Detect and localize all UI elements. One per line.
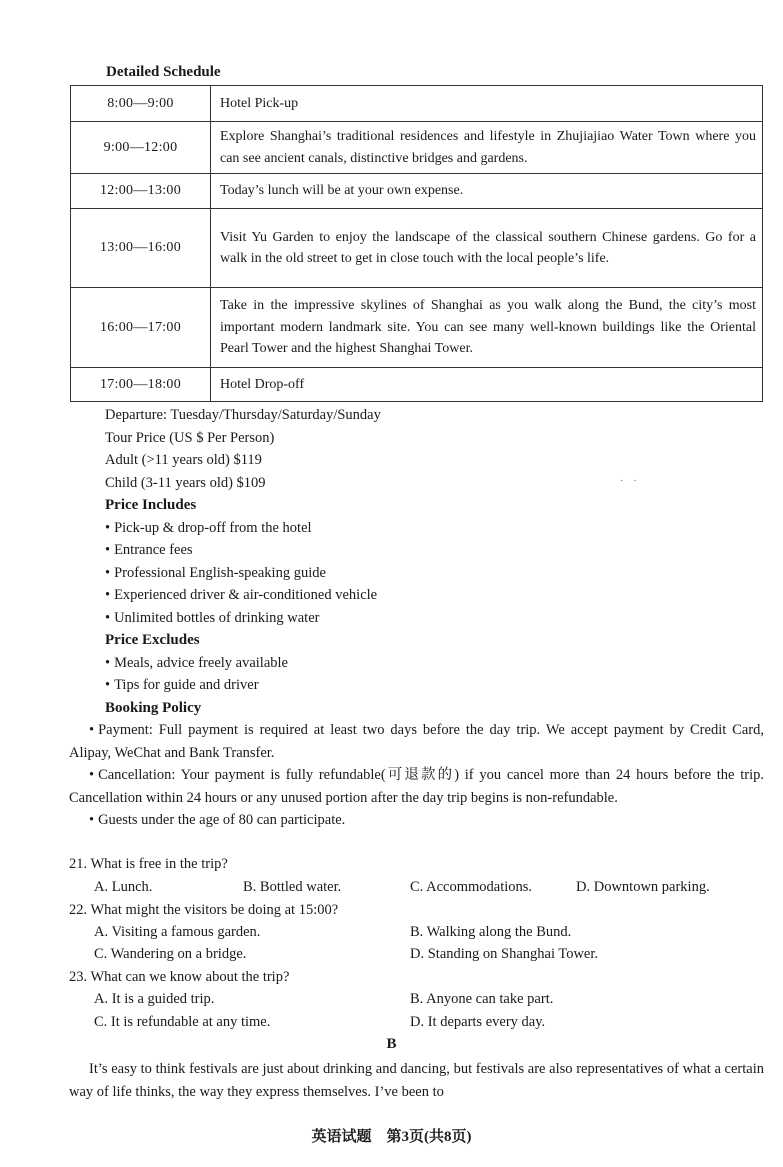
list-item: • Pick-up & drop-off from the hotel [105, 517, 705, 540]
option-23b: B. Anyone can take part. [410, 991, 554, 1007]
option-21a: A. Lunch. [94, 879, 153, 895]
activity-cell: Take in the impressive skylines of Shanghai as you walk along the Bund, the city’s most important modern landmark site. You can see many well-known buildings like the Oriental Pearl Tower and the highest Shanghai Tower. [211, 288, 763, 368]
list-item: • Tips for guide and driver [105, 674, 705, 697]
time-cell: 8:00—9:00 [71, 86, 211, 122]
booking-policy [69, 719, 764, 832]
price-excludes-title: Price Excludes [105, 632, 200, 648]
booking-policy-title: Booking Policy [105, 699, 202, 716]
option-22b: B. Walking along the Bund. [410, 924, 572, 940]
activity-cell: Hotel Pick-up [211, 86, 763, 122]
time-cell: 16:00—17:00 [71, 288, 211, 368]
guest-policy: • Guests under the age of 80 can participate. [69, 809, 764, 832]
table-row [71, 288, 763, 368]
list-item: • Meals, advice freely available [105, 652, 705, 675]
table-row [71, 209, 763, 288]
activity-cell: Explore Shanghai’s traditional residences and lifestyle in Zhujiajiao Water Town where you can see ancient canals, distinctive bridges and gardens. [211, 122, 763, 174]
departure-days: Departure: Tuesday/Thursday/Saturday/Sunday [105, 407, 381, 423]
option-23c: C. It is refundable at any time. [94, 1014, 271, 1030]
time-cell: 9:00—12:00 [71, 122, 211, 174]
option-22c: C. Wandering on a bridge. [94, 946, 247, 962]
list-item: • Unlimited bottles of drinking water [105, 607, 705, 630]
list-item: • Entrance fees [105, 539, 705, 562]
option-21c: C. Accommodations. [410, 879, 533, 895]
time-cell: 17:00—18:00 [71, 368, 211, 402]
schedule-title: Detailed Schedule [106, 64, 221, 80]
section-b-paragraph: It’s easy to think festivals are just about drinking and dancing, but festivals are also representatives of what a certain way of life thinks, the way they express themselves. I’ve been to [69, 1061, 764, 1100]
option-22a: A. Visiting a famous garden. [94, 924, 261, 940]
adult-price: Adult (>11 years old) $119 [105, 452, 262, 468]
payment-policy: • Payment: Full payment is required at least two days before the day trip. We accept payment by Credit Card, Alipay, WeChat and Bank Transfer. [69, 719, 764, 764]
table-row [71, 368, 763, 402]
option-21b: B. Bottled water. [243, 879, 342, 895]
time-cell: 13:00—16:00 [71, 209, 211, 288]
option-23d: D. It departs every day. [410, 1014, 546, 1030]
activity-cell: Visit Yu Garden to enjoy the landscape of the classical southern Chinese gardens. Go for a walk in the old street to get in close touch with the local people’s life. [211, 209, 763, 288]
tour-info [105, 404, 705, 719]
question-22: 22. What might the visitors be doing at 15:00? [69, 902, 339, 918]
schedule-table [70, 85, 763, 402]
table-row [71, 174, 763, 209]
activity-cell: Hotel Drop-off [211, 368, 763, 402]
table-row [71, 86, 763, 122]
section-b-label: B [386, 1036, 397, 1052]
table-row [71, 122, 763, 174]
option-21d: D. Downtown parking. [576, 879, 710, 895]
time-cell: 12:00—13:00 [71, 174, 211, 209]
option-22d: D. Standing on Shanghai Tower. [410, 946, 599, 962]
price-includes-title: Price Includes [105, 497, 197, 513]
cancellation-policy: • Cancellation: Your payment is fully refundable(可退款的) if you cancel more than 24 hours before the trip. Cancellation within 24 hours or any unused portion after the day trip begins is non-refundable. [69, 764, 764, 809]
question-23: 23. What can we know about the trip? [69, 969, 290, 985]
list-item: • Experienced driver & air-conditioned vehicle [105, 584, 705, 607]
page-footer: 英语试题 第3页(共8页) [311, 1129, 472, 1145]
tour-price-label: Tour Price (US $ Per Person) [105, 429, 275, 446]
option-23a: A. It is a guided trip. [94, 991, 215, 1007]
activity-cell: Today’s lunch will be at your own expense. [211, 174, 763, 209]
scan-marks: · · [620, 476, 637, 487]
list-item: • Professional English-speaking guide [105, 562, 705, 585]
question-21: 21. What is free in the trip? [69, 856, 228, 872]
child-price: Child (3-11 years old) $109 [105, 474, 266, 491]
